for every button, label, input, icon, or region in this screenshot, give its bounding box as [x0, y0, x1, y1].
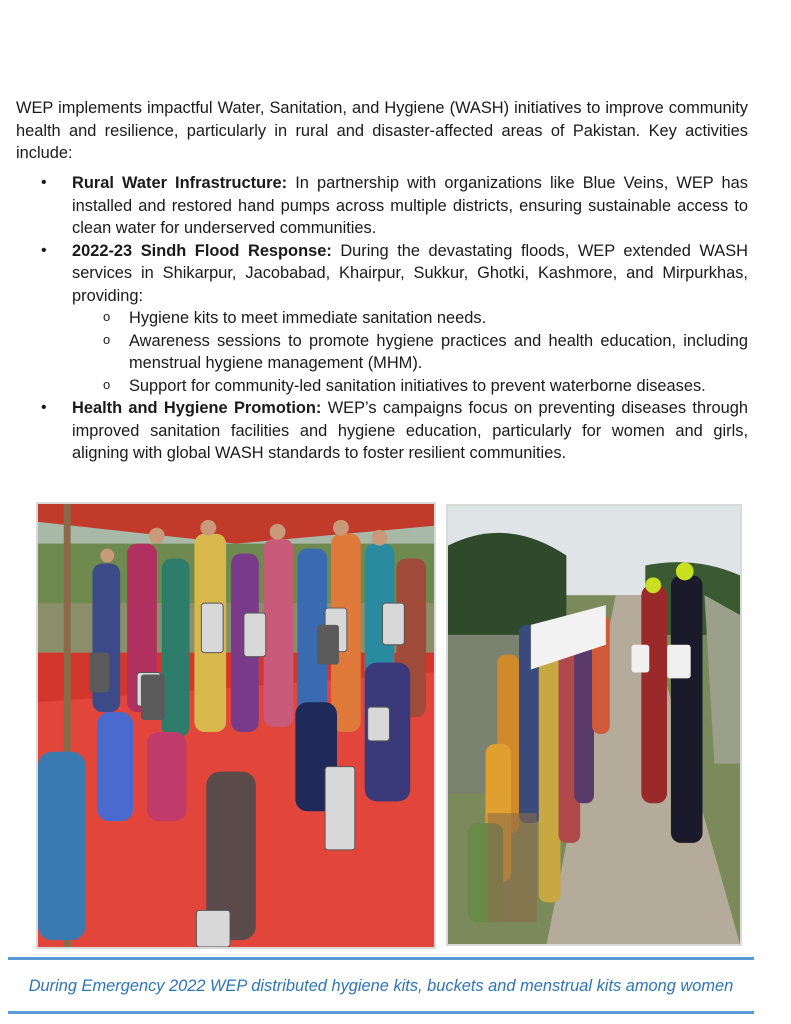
sub-item-hygiene-kits: o Hygiene kits to meet immediate sanitation needs. — [72, 307, 748, 330]
intro-paragraph: WEP implements impactful Water, Sanitation, and Hygiene (WASH) initiatives to improve community health and resilience, particularly in rural and disaster-affected areas of Pakistan. Key activities include: — [16, 99, 748, 162]
sub-item-community-sanitation: o Support for community-led sanitation initiatives to prevent waterborne diseases. — [72, 375, 748, 398]
list-item-rural-water — [16, 172, 748, 240]
roadside-distribution-image — [448, 506, 740, 944]
list-item-text: In partnership with organizations like Blue Veins, WEP has installed and restored hand pumps across multiple districts, ensuring sustainable access to clean water for underserved communities. — [72, 174, 748, 237]
list-item-text: WEP’s campaigns focus on preventing diseases through improved sanitation facilities and hygiene education, particularly for women and girls, aligning with global WASH standards to foster resilient communities. — [72, 399, 749, 462]
caption-top-rule — [8, 957, 754, 960]
list-item-text: During the devastating floods, WEP extended WASH services in Shikarpur, Jacobabad, Khairpur, Sukkur, Ghotki, Kashmore, and Mirpurkhas, providing: — [72, 241, 748, 305]
list-item-flood-response — [16, 240, 748, 398]
activities-list — [16, 172, 748, 465]
photo-hygiene-kit-distribution-tent — [36, 502, 436, 949]
list-item-health-promotion — [16, 397, 748, 465]
caption-bottom-rule — [8, 1011, 754, 1014]
tent-distribution-image — [38, 504, 434, 947]
list-item-title: Health and Hygiene Promotion: — [72, 399, 322, 417]
list-item-title: Rural Water Infrastructure: — [72, 174, 288, 192]
list-item-title: 2022-23 Sindh Flood Response: — [72, 241, 332, 260]
sub-item-awareness-sessions: o Awareness sessions to promote hygiene practices and health education, including menstrual hygiene management (MHM). — [72, 330, 748, 375]
photo-caption: During Emergency 2022 WEP distributed hygiene kits, buckets and menstrual kits among women — [28, 977, 734, 995]
flood-services-list — [72, 307, 748, 397]
photo-roadside-kit-distribution — [446, 504, 742, 946]
